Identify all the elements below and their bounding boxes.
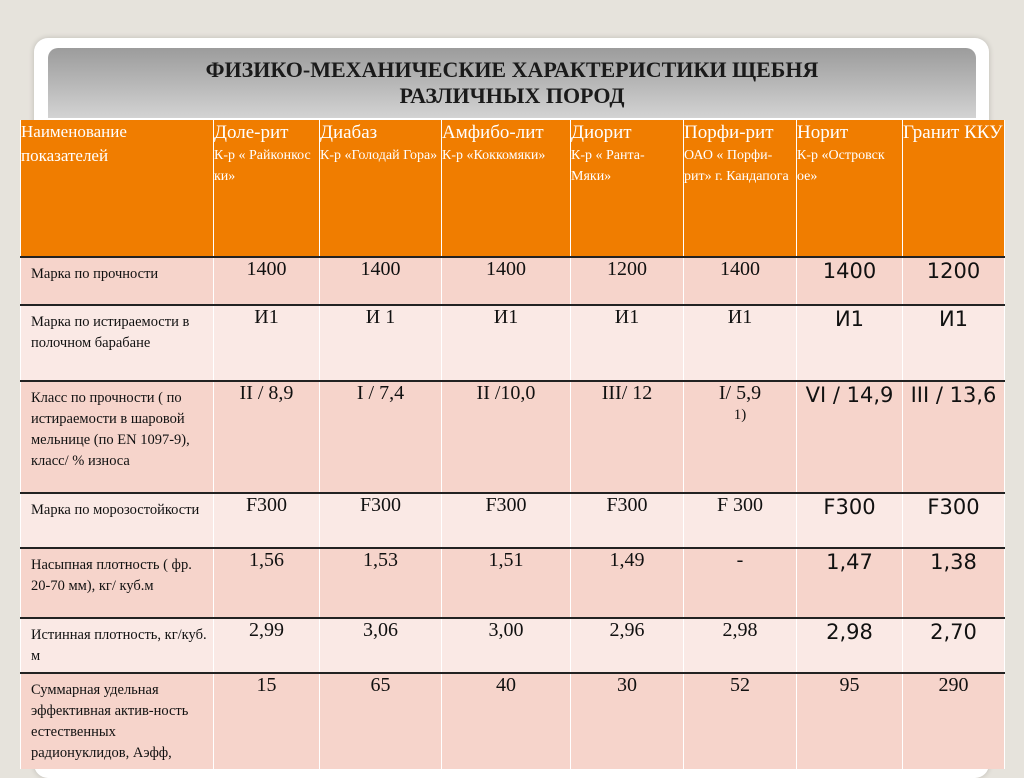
header-cell-dolerite: Доле-рит К-р « Райконкос ки» (214, 120, 320, 257)
row-label: Марка по прочности (21, 257, 214, 305)
table-cell: 2,99 (214, 618, 320, 673)
table-cell (684, 381, 797, 493)
header-cell-diabase: Диабаз К-р «Голодай Гора» (320, 120, 442, 257)
table-cell: 2,96 (571, 618, 684, 673)
table-row (21, 548, 1005, 618)
table-cell: II / 8,9 (214, 381, 320, 493)
header-cell-norite: Норит К-р «Островск ое» (797, 120, 903, 257)
table-cell: III / 13,6 (903, 381, 1005, 493)
footnote-mark: 1) (733, 407, 747, 423)
header-cell-amphibolite: Амфибо-лит К-р «Коккомяки» (442, 120, 571, 257)
table-row (21, 673, 1005, 769)
table-cell: И1 (442, 305, 571, 381)
table-cell: 52 (684, 673, 797, 769)
table-row (21, 305, 1005, 381)
row-label: Марка по истираемости в полочном барабане (21, 305, 214, 381)
table-cell: 2,70 (903, 618, 1005, 673)
table-cell: 1,38 (903, 548, 1005, 618)
row-label: Насыпная плотность ( фр. 20-70 мм), кг/ куб.м (21, 548, 214, 618)
table-cell: 1,49 (571, 548, 684, 618)
table-cell: F300 (320, 493, 442, 548)
table-cell: - (684, 548, 797, 618)
row-label: Суммарная удельная эффективная актив-ность естественных радионуклидов, Аэфф, (21, 673, 214, 769)
table-cell: 3,00 (442, 618, 571, 673)
table-header-row (21, 120, 1005, 257)
header-cell-granite: Гранит ККУ (903, 120, 1005, 257)
table-cell: F300 (571, 493, 684, 548)
table-cell: F300 (214, 493, 320, 548)
table-cell: 3,06 (320, 618, 442, 673)
table-cell: 1200 (571, 257, 684, 305)
table-cell: И1 (214, 305, 320, 381)
table-cell: 1400 (214, 257, 320, 305)
table-cell: 1400 (797, 257, 903, 305)
title-line-2: РАЗЛИЧНЫХ ПОРОД (399, 83, 625, 108)
title-bar (48, 48, 976, 118)
table-cell: 1400 (442, 257, 571, 305)
table-cell: 30 (571, 673, 684, 769)
table-cell: 1,53 (320, 548, 442, 618)
table-cell: 2,98 (684, 618, 797, 673)
table-cell: F300 (797, 493, 903, 548)
table-cell: F 300 (684, 493, 797, 548)
table-cell: II /10,0 (442, 381, 571, 493)
table-cell: 15 (214, 673, 320, 769)
row-label: Класс по прочности ( по истираемости в шаровой мельнице (по EN 1097-9), класс/ % износа (21, 381, 214, 493)
table-cell: 1200 (903, 257, 1005, 305)
table-row (21, 257, 1005, 305)
table-cell: 2,98 (797, 618, 903, 673)
table-cell: И1 (903, 305, 1005, 381)
table-cell: F300 (442, 493, 571, 548)
table-cell: 65 (320, 673, 442, 769)
table-row (21, 493, 1005, 548)
row-label: Истинная плотность, кг/куб. м (21, 618, 214, 673)
page-title (48, 48, 976, 109)
table-cell: И 1 (320, 305, 442, 381)
table-cell: F300 (903, 493, 1005, 548)
table-cell: 1,51 (442, 548, 571, 618)
table-cell: I / 7,4 (320, 381, 442, 493)
cell-value: I/ 5,9 (718, 382, 762, 404)
table-cell: И1 (684, 305, 797, 381)
table-cell: 1400 (320, 257, 442, 305)
table-row (21, 618, 1005, 673)
table-cell: 40 (442, 673, 571, 769)
table-cell: И1 (797, 305, 903, 381)
table-cell: И1 (571, 305, 684, 381)
table-cell: III/ 12 (571, 381, 684, 493)
table-row (21, 381, 1005, 493)
table-cell: VI / 14,9 (797, 381, 903, 493)
row-label: Марка по морозостойкости (21, 493, 214, 548)
characteristics-table (20, 120, 1005, 769)
header-cell-indicators: Наименование показателей (21, 120, 214, 257)
table-cell: 1400 (684, 257, 797, 305)
title-line-1: ФИЗИКО-МЕХАНИЧЕСКИЕ ХАРАКТЕРИСТИКИ ЩЕБНЯ (205, 57, 819, 82)
table-cell: 95 (797, 673, 903, 769)
table-cell: 1,56 (214, 548, 320, 618)
header-cell-diorite: Диорит К-р « Ранта-Мяки» (571, 120, 684, 257)
header-cell-porphyrite: Порфи-рит ОАО « Порфи-рит» г. Кандапога (684, 120, 797, 257)
table-cell: 290 (903, 673, 1005, 769)
table-cell: 1,47 (797, 548, 903, 618)
